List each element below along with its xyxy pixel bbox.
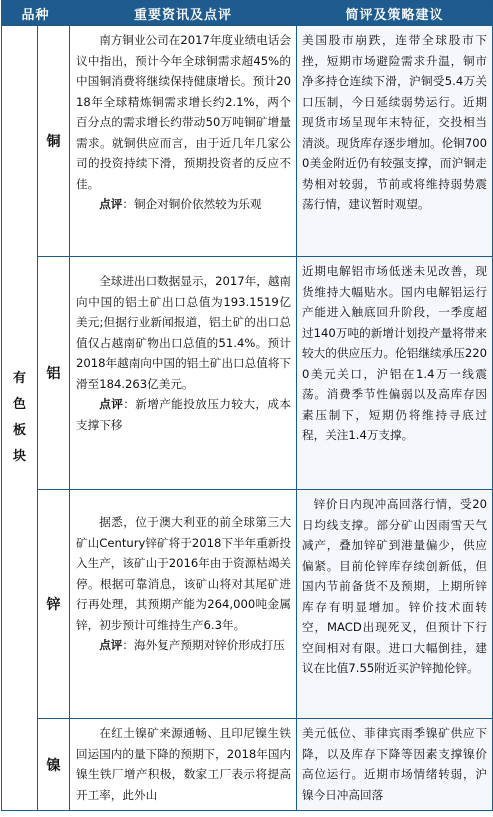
- header-variety: 品种: [2, 1, 70, 26]
- news-text: 全球进出口数据显示，2017年，越南向中国的铝土矿出口总值为193.1519亿美元;但据行业新闻报道，铝土矿的出口总值仅占越南矿物出口总值的51.4%。预计2018年越南向中国的铝土矿出口总值将下滑至184.263亿美元。: [76, 274, 292, 391]
- header-row: [2, 1, 493, 26]
- news-copper: [70, 26, 297, 257]
- comment-label: 点评: [99, 397, 124, 411]
- sector-char: 有: [12, 371, 26, 386]
- sector-char: 色: [12, 397, 26, 412]
- strategy-text: 美元低位、菲律宾雨季镍矿供应下降，以及库存下降等因素支撑镍价高位运行。近期市场情绪转弱，沪镍今日冲高回落: [302, 726, 488, 802]
- strategy-text: 美国股市崩跌，连带全球股市下挫，短期市场避险需求升温，铜市净多持仓连续下滑，沪铜受5.4万关口压制，今日延续弱势运行。近期现货市场呈现年末特征，交投相当清淡。现货库存逐步增加。伦铜7000美金附近仍有较强支撑，而沪铜走势相对较弱，节前或将维持弱势震荡行情，建议暂时观望。: [302, 33, 488, 211]
- comment-body: ：新增产能投放压力较大，成本支撑下移: [76, 397, 291, 432]
- row-nickel: [2, 719, 493, 811]
- sector-char: 板: [12, 423, 26, 438]
- comment-text: [76, 194, 291, 215]
- news-nickel: [70, 719, 297, 811]
- news-text: 据悉，位于澳大利亚的前全球第三大矿山Century锌矿将于2018下半年重新投入生产，该矿山于2016年由于资源枯竭关停。根据可靠消息，该矿山将对其尾矿进行再处理，其预期产能为264,000吨金属锌，初步预计可维持生产6.3年。: [76, 515, 292, 632]
- sector-label: [2, 26, 38, 811]
- row-zinc: [2, 490, 493, 719]
- comment-text: [76, 394, 291, 435]
- comment-label: 点评: [99, 638, 123, 652]
- news-zinc: [70, 490, 297, 719]
- comment-body: ：海外复产预期对锌价形成打压: [122, 638, 285, 652]
- commodity-table: [1, 0, 493, 811]
- header-news: 重要资讯及点评: [70, 1, 297, 26]
- strategy-text: 锌价日内现冲高回落行情，受20日均线支撑。部分矿山因雨雪天气减产，叠加锌矿到港量偏少，供应偏紧。目前伦锌库存续创新低，但国内节前备货不及预期，上期所锌库存有明显增加。锌价技术面转空，MACD出现死叉，但预计下行空间相对有限。进口大幅倒挂，建议在比值7.55附近买沪锌抛伦锌。: [302, 497, 488, 675]
- metal-nickel: 镍: [38, 719, 70, 811]
- strategy-nickel: [297, 719, 493, 811]
- metal-zinc: 锌: [38, 490, 70, 719]
- row-copper: [2, 26, 493, 257]
- comment-text: [76, 635, 291, 656]
- metal-aluminum: 铝: [38, 257, 70, 490]
- sector-char: 块: [12, 449, 26, 464]
- news-text: 南方铜业公司在2017年度业绩电话会议中指出，预计今年全球铜需求超45%的中国铜消费将继续保持健康增长。预计2018年全球精炼铜需求增长约2.1%，两个百分点的需求增长约带动50万吨铜矿增量需求。就铜供应而言，由于近几年几家公司的投资持续下滑，预期投资者的反应不佳。: [76, 33, 292, 191]
- strategy-aluminum: [297, 257, 493, 490]
- row-aluminum: [2, 257, 493, 490]
- metal-copper: 铜: [38, 26, 70, 257]
- news-text: 在红土镍矿来源通畅、且印尼镍生铁回运国内的量下降的预期下，2018年国内镍生铁厂增产积极，数家工厂表示将提高开工率，此外山: [76, 726, 292, 802]
- strategy-copper: [297, 26, 493, 257]
- strategy-zinc: [297, 490, 493, 719]
- strategy-text: 近期电解铝市场低迷未见改善，现货维持大幅贴水。国内电解铝运行产能进入触底回升阶段，一季度超过140万吨的新增计划投产量将带来较大的供应压力。伦铝继续承压2200美元关口，沪铝在1.4万一线震荡。消费季节性偏弱以及高库存因素压制下，短期仍将维持寻底过程，关注1.4万支撑。: [302, 264, 488, 442]
- comment-body: ：铜企对铜价依然较为乐观: [122, 197, 262, 211]
- header-strategy: 简评及策略建议: [297, 1, 493, 26]
- news-aluminum: [70, 257, 297, 490]
- comment-label: 点评: [99, 197, 123, 211]
